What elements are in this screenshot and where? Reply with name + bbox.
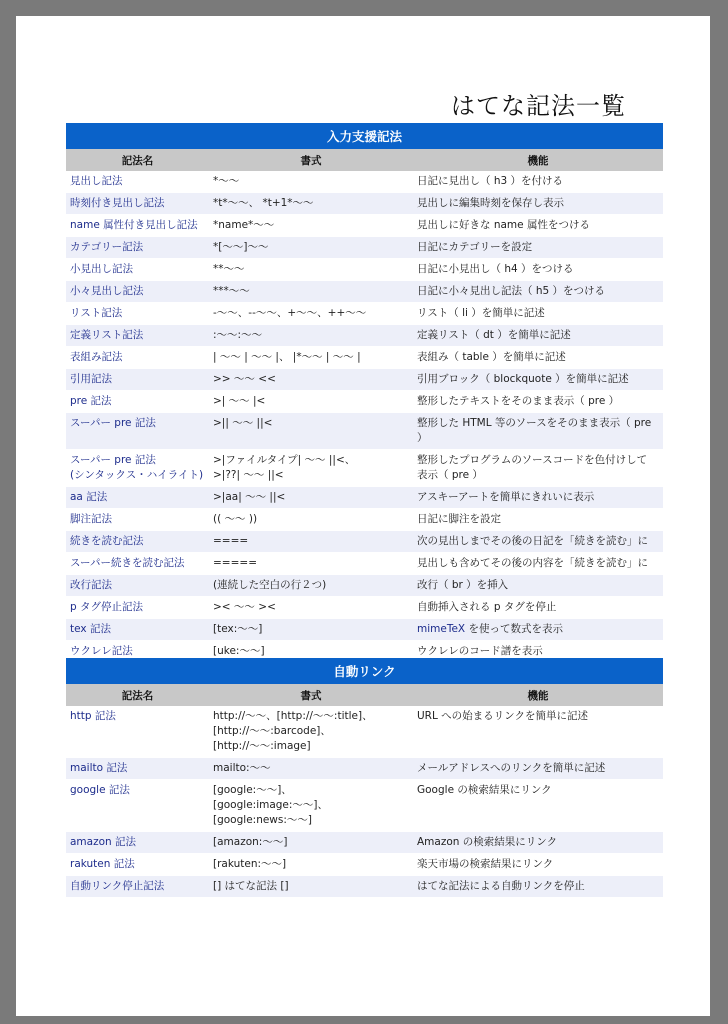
notation-table-auto-link xyxy=(66,658,663,898)
table-row xyxy=(66,575,663,597)
notation-name: スーパー pre 記法 xyxy=(66,413,209,450)
notation-syntax: | 〜〜 | 〜〜 |、 |*〜〜 | 〜〜 | xyxy=(209,347,413,369)
notation-name: aa 記法 xyxy=(66,487,209,509)
notation-syntax: [google:〜〜]、 [google:image:〜〜]、 [google:news:〜〜] xyxy=(209,780,413,832)
notation-function: Google の検索結果にリンク xyxy=(413,780,663,832)
table-row xyxy=(66,347,663,369)
notation-function: アスキーアートを簡単にきれいに表示 xyxy=(413,487,663,509)
notation-name: 見出し記法 xyxy=(66,171,209,193)
notation-name: 小々見出し記法 xyxy=(66,281,209,303)
notation-syntax: :〜〜:〜〜 xyxy=(209,325,413,347)
notation-function-text: を使って数式を表示 xyxy=(468,623,563,635)
notation-function: ウクレレのコード譜を表示 xyxy=(413,641,663,663)
notation-syntax: *〜〜 xyxy=(209,171,413,193)
table-row xyxy=(66,259,663,281)
notation-syntax: -〜〜、--〜〜、+〜〜、++〜〜 xyxy=(209,303,413,325)
notation-syntax: ===== xyxy=(209,553,413,575)
table-row xyxy=(66,193,663,215)
notation-function: 表組み（ table ）を簡単に記述 xyxy=(413,347,663,369)
table-row xyxy=(66,780,663,832)
notation-syntax: [uke:〜〜] xyxy=(209,641,413,663)
column-header-syntax: 書式 xyxy=(209,149,413,171)
notation-syntax: >|aa| 〜〜 ||< xyxy=(209,487,413,509)
table-row xyxy=(66,303,663,325)
table-row xyxy=(66,553,663,575)
notation-function: Amazon の検索結果にリンク xyxy=(413,832,663,854)
notation-name: mailto 記法 xyxy=(66,758,209,780)
notation-function: 整形したテキストをそのまま表示（ pre ） xyxy=(413,391,663,413)
notation-name: 小見出し記法 xyxy=(66,259,209,281)
notation-syntax: *name*〜〜 xyxy=(209,215,413,237)
column-header-name: 記法名 xyxy=(66,684,209,706)
notation-syntax: [tex:〜〜] xyxy=(209,619,413,641)
notation-syntax: >< 〜〜 >< xyxy=(209,597,413,619)
notation-function: 日記に小々見出し記法（ h5 ）をつける xyxy=(413,281,663,303)
table-row xyxy=(66,325,663,347)
notation-function: メールアドレスへのリンクを簡単に記述 xyxy=(413,758,663,780)
notation-name: amazon 記法 xyxy=(66,832,209,854)
notation-function: 見出しに好きな name 属性をつける xyxy=(413,215,663,237)
column-header-name: 記法名 xyxy=(66,149,209,171)
notation-syntax: >|| 〜〜 ||< xyxy=(209,413,413,450)
column-header-syntax: 書式 xyxy=(209,684,413,706)
notation-syntax: ==== xyxy=(209,531,413,553)
table-row xyxy=(66,391,663,413)
document-page xyxy=(16,16,710,1016)
notation-syntax: >| 〜〜 |< xyxy=(209,391,413,413)
notation-name: 定義リスト記法 xyxy=(66,325,209,347)
table-row xyxy=(66,706,663,758)
notation-name: 引用記法 xyxy=(66,369,209,391)
notation-function: 改行（ br ）を挿入 xyxy=(413,575,663,597)
notation-function xyxy=(413,619,663,641)
table-row xyxy=(66,758,663,780)
column-header-function: 機能 xyxy=(413,684,663,706)
notation-function: 自動挿入される p タグを停止 xyxy=(413,597,663,619)
notation-function: 日記に見出し（ h3 ）を付ける xyxy=(413,171,663,193)
notation-table-input-support xyxy=(66,123,663,663)
notation-name: rakuten 記法 xyxy=(66,854,209,876)
table-row xyxy=(66,832,663,854)
notation-syntax: (連続した空白の行２つ) xyxy=(209,575,413,597)
table-row xyxy=(66,487,663,509)
notation-name: tex 記法 xyxy=(66,619,209,641)
notation-syntax: [amazon:〜〜] xyxy=(209,832,413,854)
notation-name: リスト記法 xyxy=(66,303,209,325)
notation-function: 日記に小見出し（ h4 ）をつける xyxy=(413,259,663,281)
table-row xyxy=(66,509,663,531)
notation-name: pre 記法 xyxy=(66,391,209,413)
notation-function: 日記に脚注を設定 xyxy=(413,509,663,531)
notation-function: 引用ブロック（ blockquote ）を簡単に記述 xyxy=(413,369,663,391)
notation-name: 脚注記法 xyxy=(66,509,209,531)
notation-syntax: ***〜〜 xyxy=(209,281,413,303)
notation-name: 改行記法 xyxy=(66,575,209,597)
notation-syntax: mailto:〜〜 xyxy=(209,758,413,780)
notation-function: 日記にカテゴリーを設定 xyxy=(413,237,663,259)
mimetex-link[interactable]: mimeTeX xyxy=(417,623,466,635)
notation-name: 表組み記法 xyxy=(66,347,209,369)
notation-syntax: [rakuten:〜〜] xyxy=(209,854,413,876)
notation-name: スーパー続きを読む記法 xyxy=(66,553,209,575)
table-row xyxy=(66,171,663,193)
table-row xyxy=(66,369,663,391)
notation-syntax: (( 〜〜 )) xyxy=(209,509,413,531)
notation-function: はてな記法による自動リンクを停止 xyxy=(413,876,663,898)
column-header-function: 機能 xyxy=(413,149,663,171)
notation-function: 見出しも含めてその後の内容を「続きを読む」に xyxy=(413,553,663,575)
notation-function: URL への始まるリンクを簡単に記述 xyxy=(413,706,663,758)
table-row xyxy=(66,619,663,641)
table-row xyxy=(66,876,663,898)
table-row xyxy=(66,237,663,259)
notation-name: google 記法 xyxy=(66,780,209,832)
table-row xyxy=(66,531,663,553)
notation-syntax: *[〜〜]〜〜 xyxy=(209,237,413,259)
notation-name: スーパー pre 記法 (シンタックス・ハイライト) xyxy=(66,450,209,487)
notation-function: 楽天市場の検索結果にリンク xyxy=(413,854,663,876)
notation-syntax: [] はてな記法 [] xyxy=(209,876,413,898)
table-row xyxy=(66,413,663,450)
table-row xyxy=(66,854,663,876)
section-title: 入力支援記法 xyxy=(66,123,663,149)
notation-syntax: >> 〜〜 << xyxy=(209,369,413,391)
notation-function: 整形したプログラムのソースコードを色付けして 表示（ pre ） xyxy=(413,450,663,487)
notation-syntax: *t*〜〜、 *t+1*〜〜 xyxy=(209,193,413,215)
notation-function: 定義リスト（ dt ）を簡単に記述 xyxy=(413,325,663,347)
notation-function: 整形した HTML 等のソースをそのまま表示（ pre ） xyxy=(413,413,663,450)
table-row xyxy=(66,450,663,487)
notation-function: 見出しに編集時刻を保存し表示 xyxy=(413,193,663,215)
notation-name: 自動リンク停止記法 xyxy=(66,876,209,898)
notation-syntax: **〜〜 xyxy=(209,259,413,281)
notation-name: name 属性付き見出し記法 xyxy=(66,215,209,237)
notation-name: 続きを読む記法 xyxy=(66,531,209,553)
notation-name: http 記法 xyxy=(66,706,209,758)
table-row xyxy=(66,597,663,619)
notation-syntax: http://〜〜、[http://〜〜:title]、 [http://〜〜:barcode]、 [http://〜〜:image] xyxy=(209,706,413,758)
table-row xyxy=(66,281,663,303)
table-row xyxy=(66,215,663,237)
notation-syntax: >|ファイルタイプ| 〜〜 ||<、 >|??| 〜〜 ||< xyxy=(209,450,413,487)
notation-name: ウクレレ記法 xyxy=(66,641,209,663)
notation-name: p タグ停止記法 xyxy=(66,597,209,619)
section-title: 自動リンク xyxy=(66,658,663,684)
notation-name: 時刻付き見出し記法 xyxy=(66,193,209,215)
notation-function: 次の見出しまでその後の日記を「続きを読む」に xyxy=(413,531,663,553)
notation-function: リスト（ li ）を簡単に記述 xyxy=(413,303,663,325)
page-title: はてな記法一覧 xyxy=(451,92,626,120)
notation-name: カテゴリー記法 xyxy=(66,237,209,259)
